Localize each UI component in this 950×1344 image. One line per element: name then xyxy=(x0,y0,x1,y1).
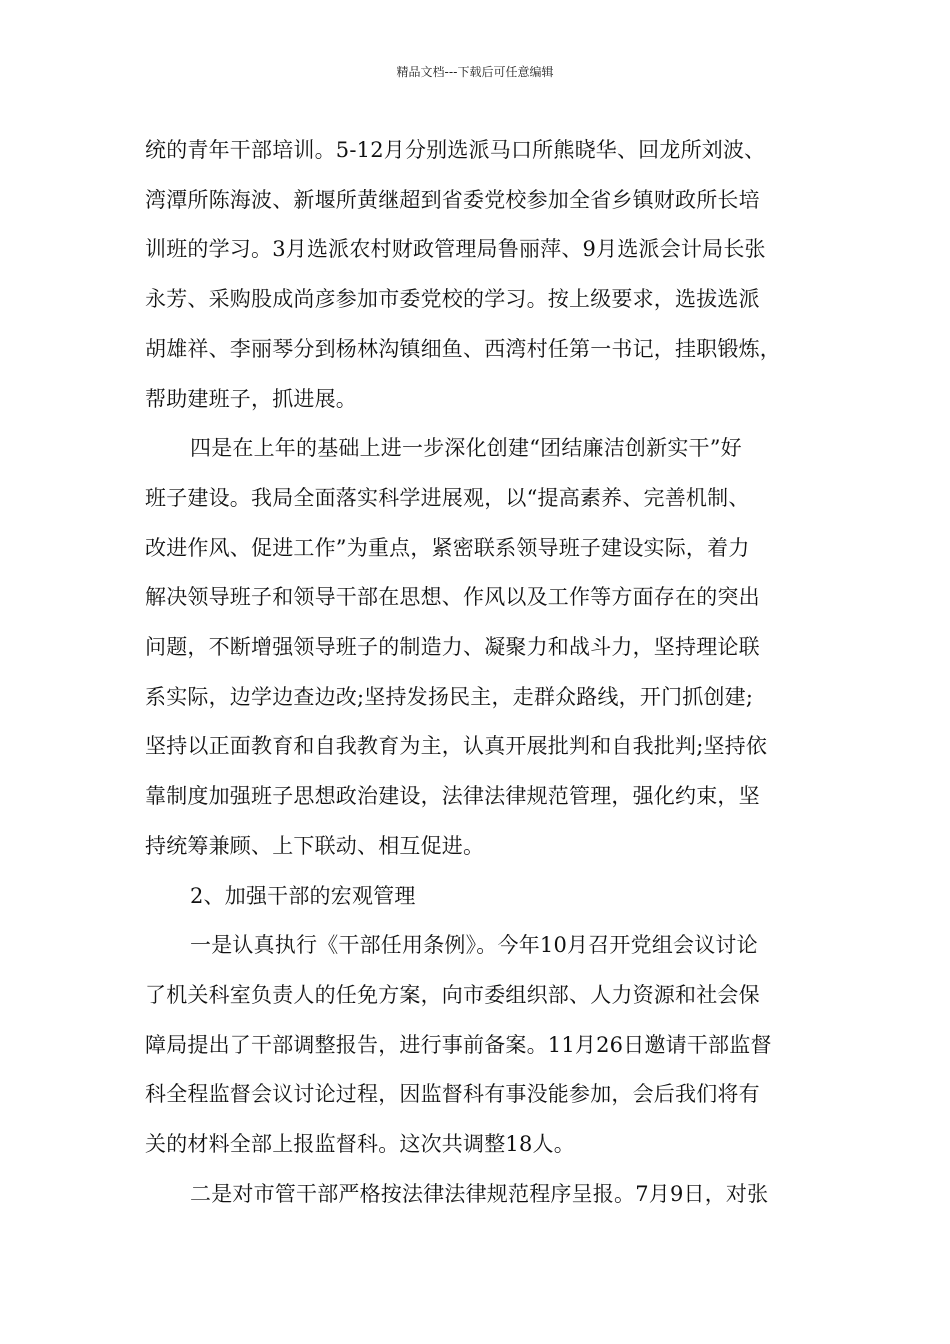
text-line: 湾潭所陈海波、新堰所黄继超到省委党校参加全省乡镇财政所长培 xyxy=(145,187,760,212)
text-line: 障局提出了干部调整报告，进行事前备案。11月26日邀请干部监督 xyxy=(145,1032,772,1057)
text-line: 关的材料全部上报监督科。这次共调整18人。 xyxy=(145,1132,575,1156)
text-line: 持统筹兼顾、上下联动、相互促进。 xyxy=(145,833,485,858)
text-line: 解决领导班子和领导干部在思想、作风以及工作等方面存在的突出 xyxy=(145,585,760,610)
text-line: 帮助建班子，抓进展。 xyxy=(145,386,357,411)
text-line: 永芳、采购股成尚彦参加市委党校的学习。按上级要求，选拔选派 xyxy=(145,287,760,312)
text-line: 了机关科室负责人的任免方案，向市委组织部、人力资源和社会保 xyxy=(145,982,760,1007)
text-line: 二是对市管干部严格按法律法律规范程序呈报。7月9日，对张 xyxy=(190,1181,769,1206)
text-line: 班子建设。我局全面落实科学进展观，以“提高素养、完善机制、 xyxy=(145,485,750,510)
text-line: 改进作风、促进工作”为重点，紧密联系领导班子建设实际，着力 xyxy=(145,535,750,560)
text-line: 科全程监督会议讨论过程，因监督科有事没能参加，会后我们将有 xyxy=(145,1082,760,1107)
text-line: 训班的学习。3月选派农村财政管理局鲁丽萍、9月选派会计局长张 xyxy=(145,237,766,262)
text-line: 2、加强干部的宏观管理 xyxy=(190,883,416,908)
text-line: 统的青年干部培训。5-12月分别选派马口所熊晓华、回龙所刘波、 xyxy=(145,138,766,162)
text-line: 问题，不断增强领导班子的制造力、凝聚力和战斗力，坚持理论联 xyxy=(145,635,760,659)
text-line: 一是认真执行《干部任用条例》。今年10月召开党组会议讨论 xyxy=(190,933,758,958)
text-line: 靠制度加强班子思想政治建设，法律法律规范管理，强化约束，坚 xyxy=(145,784,760,809)
page-header: 精品文档---下载后可任意编辑 xyxy=(396,65,554,79)
text-line: 胡雄祥、李丽琴分到杨林沟镇细鱼、西湾村任第一书记，挂职锻炼， xyxy=(145,336,781,361)
text-line: 坚持以正面教育和自我教育为主，认真开展批判和自我批判;坚持依 xyxy=(145,734,768,759)
text-line: 系实际，边学边查边改;坚持发扬民主，走群众路线，开门抓创建; xyxy=(145,684,754,709)
text-line: 四是在上年的基础上进一步深化创建“团结廉洁创新实干”好 xyxy=(190,436,742,461)
